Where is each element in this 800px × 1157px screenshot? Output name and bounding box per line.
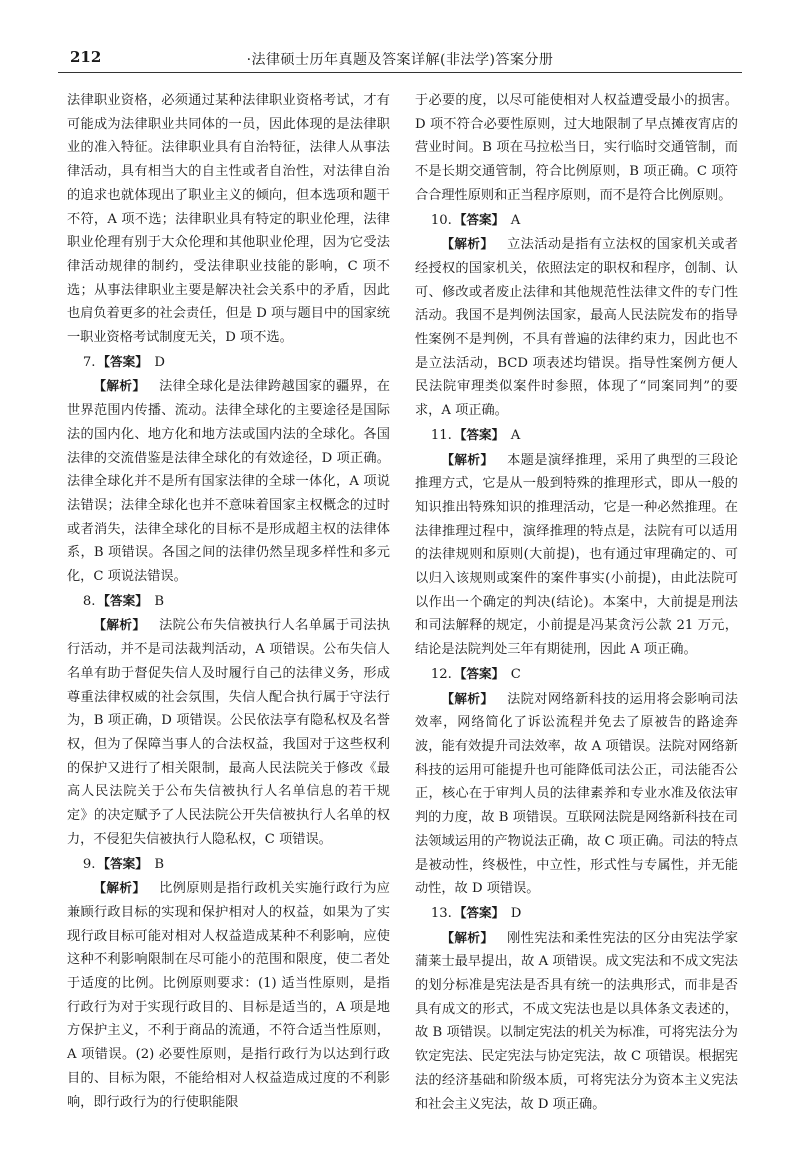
analysis-paragraph: [415, 687, 738, 901]
question-number: 13.: [430, 905, 452, 921]
analysis-tag: 【解析】: [441, 690, 494, 706]
answer-tag: 【答案】: [453, 426, 505, 442]
answer-value: D: [154, 354, 165, 370]
question-number: 8.: [82, 593, 96, 609]
analysis-tag: 【解析】: [93, 617, 146, 633]
continued-paragraph: [67, 89, 390, 350]
page-number: 212: [70, 48, 102, 66]
answer-tag: 【答案】: [453, 904, 505, 920]
question-number: 11.: [430, 427, 452, 443]
analysis-text: 法院对网络新科技的运用将会影响司法效率，网络简化了诉讼流程并免去了原被告的路途奔波，能有效提升司法效率，故 A 项错误。法院对网络新科技的运用可能提升也可能降低司法公正，司法能否公正，核心在于审判人员的法律素养和专业水准及依法审判的力度，故 B 项错误。互联网法院是网络新科技在司法领域运用的产物说法正确，故 C 项正确。司法的特点是被动性，终极性，中立性，形式性与专属性，并无能动性，故 D 项错误。: [415, 691, 738, 897]
answer-tag: 【答案】: [453, 211, 505, 227]
analysis-text: 立法活动是指有立法权的国家机关或者经授权的国家机关，依照法定的职权和程序，创制、认可、修改或者废止法律和其他规范性法律文件的专门性活动。我国不是判例法国家，最高人民法院发布的指导性案例不是判例，不具有普遍的法律约束力，因此也不是立法活动，BCD 项表述均错误。指导性案例方便人民法院审理类似案件时参照，体现了“同案同判”的要求，A 项正确。: [415, 237, 738, 419]
question-number: 7.: [82, 354, 96, 370]
answer-value: C: [510, 666, 521, 682]
answer-tag: 【答案】: [97, 592, 148, 608]
analysis-text: 本题是演绎推理，采用了典型的三段论推理方式，它是从一般到特殊的推理形式，即从一般的知识推出特殊知识的推理活动，它是一种必然推理。在法律推理过程中，演绎推理的特点是，法院有可以适用的法律规则和原则(大前提)，也有通过审理确定的、可以归入该规则或案件的案件事实(小前提)，由此法院可以作出一个确定的判决(结论)。本案中，大前提是刑法和司法解释的规定，小前提是冯某贪污公款 21 万元，结论是法院判处三年有期徒刑，因此 A 项正确。: [415, 452, 738, 658]
answer-tag: 【答案】: [453, 665, 505, 681]
analysis-paragraph: [67, 374, 390, 588]
answer-line: [415, 662, 738, 687]
answer-line: [415, 901, 738, 926]
question-number: 9.: [82, 856, 96, 872]
analysis-text: 法院公布失信被执行人名单属于司法执行活动，并不是司法裁判活动，A 项错误。公布失信人名单有助于督促失信人及时履行自己的法律义务，形成尊重法律权威的社会氛围，失信人配合执行属于守法行为，B 项正确，D 项错误。公民依法享有隐私权及名誉权，但为了保障当事人的合法权益，我国对于这些权利的保护又进行了相关限制，最高人民法院关于修改《最高人民法院关于公布失信被执行人名单信息的若干规定》的决定赋予了人民法院公开失信被执行人名单的权力，不侵犯失信被执行人隐私权，C 项错误。: [67, 618, 390, 847]
answer-tag: 【答案】: [97, 353, 148, 369]
answer-value: B: [154, 593, 165, 609]
analysis-tag: 【解析】: [441, 236, 494, 252]
paragraph-text: 法律职业资格，必须通过某种法律职业资格考试，才有可能成为法律职业共同体的一员，因此体现的是法律职业的准入特征。法律职业具有自治特征，法律人从事法律活动，具有相当大的自主性或者自治性，对法律自治的追求也就体现出了职业主义的倾向，但本选项和题干不符，A 项不选；法律职业具有特定的职业伦理，法律职业伦理有别于大众伦理和其他职业伦理，因为它受法律活动规律的制约，受法律职业技能的影响，C 项不选；从事法律职业主要是解决社会关系中的矛盾，因此也肩负着更多的社会责任，但是 D 项与题目中的国家统一职业资格考试制度无关，D 项不选。: [67, 93, 390, 346]
question-number: 10.: [430, 212, 452, 228]
analysis-paragraph: [415, 926, 738, 1117]
answer-tag: 【答案】: [97, 855, 148, 871]
page-header: [58, 44, 742, 74]
answer-line: [415, 208, 738, 233]
left-column: [67, 89, 390, 1114]
running-title: ·法律硕士历年真题及答案详解(非法学)答案分册: [246, 52, 554, 68]
header-rule: [58, 72, 742, 73]
answer-line: [415, 423, 738, 448]
answer-value: A: [510, 427, 521, 443]
analysis-text: 法律全球化是法律跨越国家的疆界，在世界范围内传播、流动。法律全球化的主要途径是国际法的国内化、地方化和地方法或国内法的全球化。各国法律的交流借鉴是法律全球化的有效途径，D 项正确。法律全球化并不是所有国家法律的全球一体化，A 项说法错误；法律全球化也并不意味着国家主权概念的过时或者消失，法律全球化的目标不是形成超主权的法律体系，B 项错误。各国之间的法律仍然呈现多样性和多元化，C 项说法错误。: [67, 379, 390, 585]
analysis-tag: 【解析】: [441, 451, 494, 467]
analysis-tag: 【解析】: [93, 880, 146, 896]
analysis-text: 刚性宪法和柔性宪法的区分由宪法学家蒲莱士最早提出，故 A 项错误。成文宪法和不成文宪法的划分标准是宪法是否具有统一的法典形式，而非是否具有成文的形式，不成文宪法也是以具体条文表述的，故 B 项错误。以制定宪法的机关为标准，可将宪法分为钦定宪法、民定宪法与协定宪法，故 C 项错误。根据宪法的经济基础和阶级本质，可将宪法分为资本主义宪法和社会主义宪法，故 D 项正确。: [415, 930, 738, 1112]
analysis-paragraph: [67, 613, 390, 851]
answer-value: D: [510, 905, 522, 921]
analysis-text: 比例原则是指行政机关实施行政行为应兼顾行政目标的实现和保护相对人的权益，如果为了实现行政目标可能对相对人权益造成某种不利影响，应使这种不利影响限制在尽可能小的范围和限度，使二者处于适度的比例。比例原则要求：(1) 适当性原则，是指行政行为对于实现行政目的、目标是适当的，A 项是地方保护主义，不利于商品的流通，不符合适当性原则，A 项错误。(2) 必要性原则，是指行政行为以达到行政目的、目标为限，不能给相对人权益造成过度的不利影响，即行政行为的行使职能限: [67, 881, 390, 1110]
answer-line: [67, 852, 390, 877]
answer-line: [67, 589, 390, 614]
analysis-tag: 【解析】: [93, 378, 146, 394]
analysis-tag: 【解析】: [441, 929, 494, 945]
answer-value: A: [510, 212, 521, 228]
answer-value: B: [154, 856, 165, 872]
paragraph-text: 于必要的度，以尽可能使相对人权益遭受最小的损害。D 项不符合必要性原则，过大地限制了早点摊夜宵店的营业时间。B 项在马拉松当日，实行临时交通管制，而不是长期交通管制，符合比例原则，B 项正确。C 项符合合理性原则和正当程序原则，而不是符合比例原则。: [415, 93, 738, 203]
analysis-paragraph: [67, 876, 390, 1114]
analysis-paragraph: [415, 232, 738, 423]
question-number: 12.: [430, 666, 452, 682]
answer-line: [67, 350, 390, 375]
continued-paragraph: [415, 89, 738, 208]
analysis-paragraph: [415, 448, 738, 662]
right-column: [415, 89, 738, 1116]
